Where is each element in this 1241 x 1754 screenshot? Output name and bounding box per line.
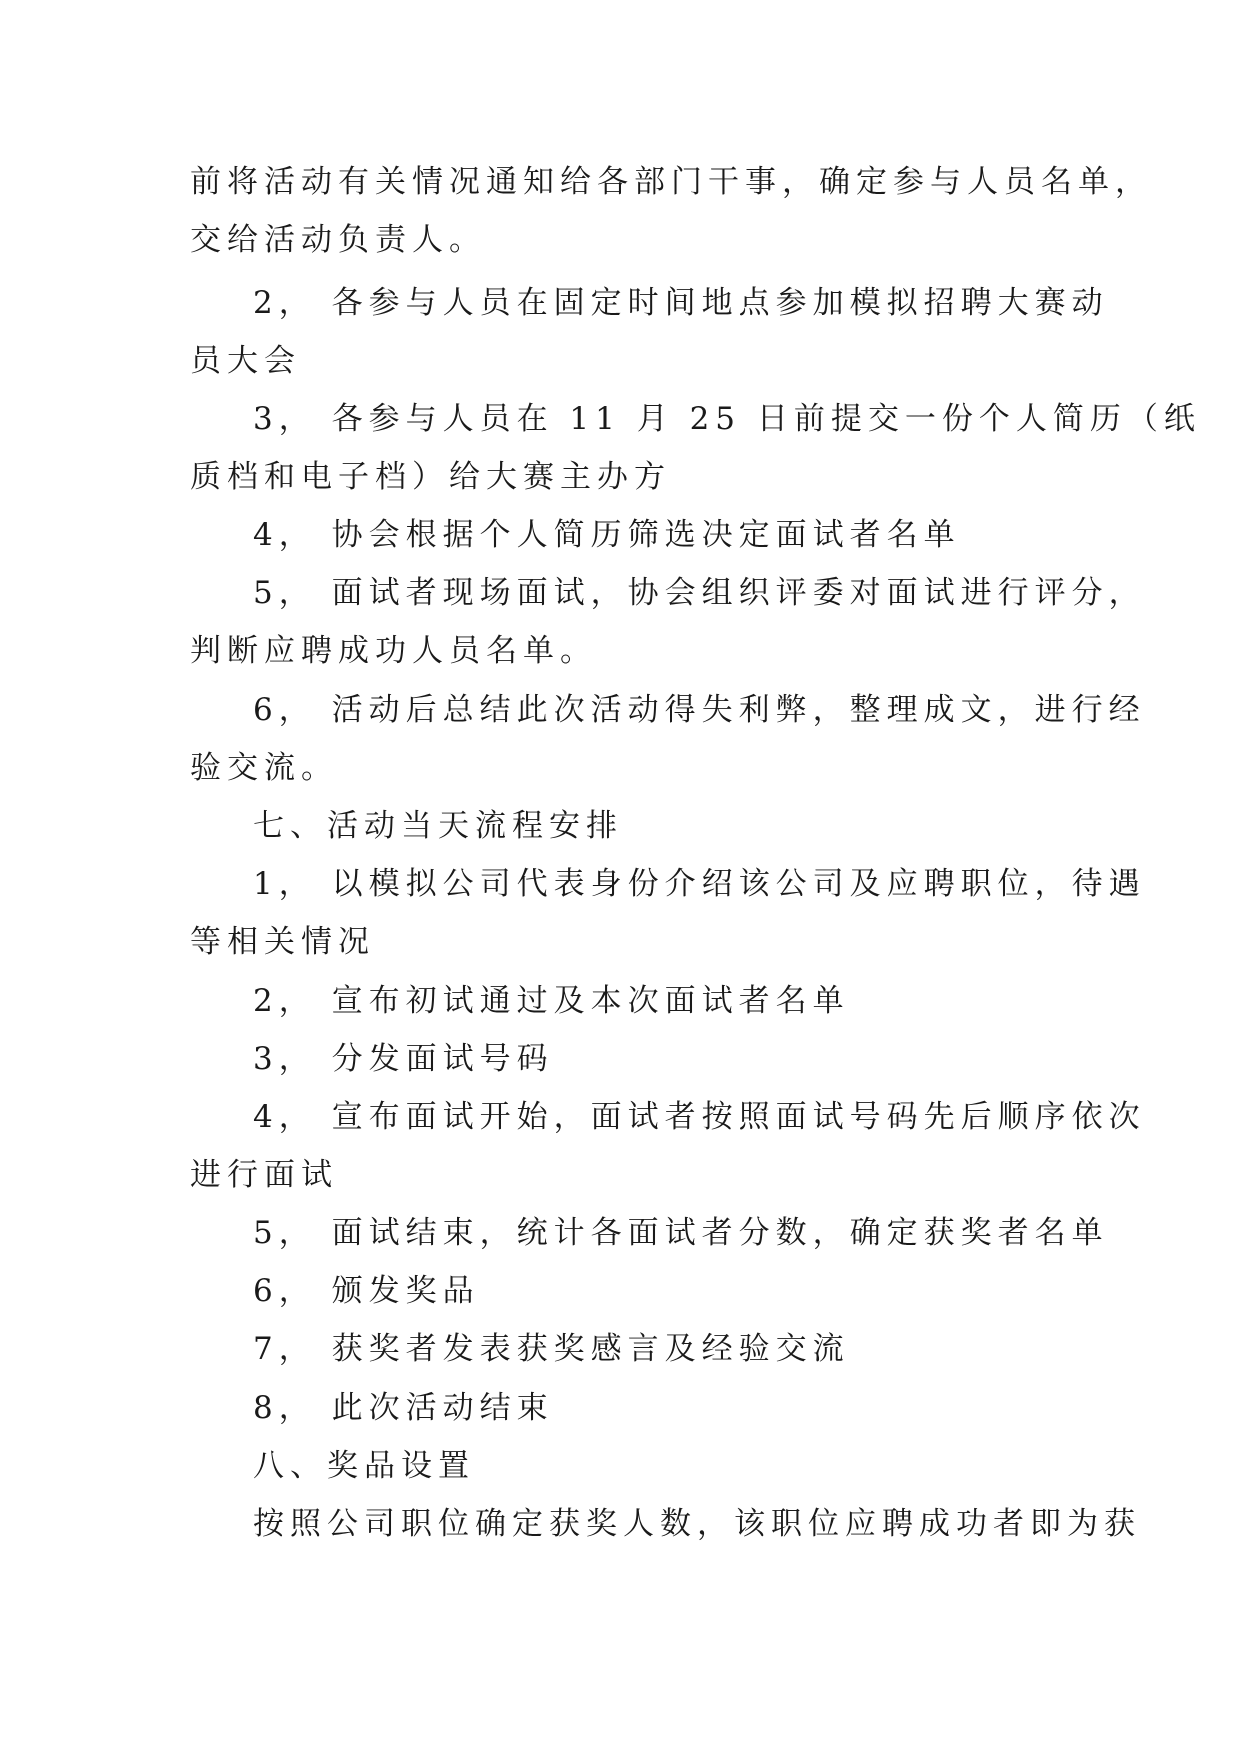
text-line: 6， 活动后总结此次活动得失利弊，整理成文，进行经 (253, 692, 1146, 728)
text-line: 8， 此次活动结束 (253, 1390, 554, 1426)
text-line: 进行面试 (190, 1157, 338, 1193)
text-line: 员大会 (190, 343, 301, 379)
text-line: 验交流。 (190, 750, 338, 786)
text-line: 3， 分发面试号码 (253, 1041, 554, 1077)
text-line: 4， 宣布面试开始，面试者按照面试号码先后顺序依次 (253, 1099, 1146, 1135)
text-line: 按照公司职位确定获奖人数，该职位应聘成功者即为获 (253, 1506, 1141, 1542)
text-line: 2， 各参与人员在固定时间地点参加模拟招聘大赛动 (253, 285, 1109, 321)
text-line: 4， 协会根据个人简历筛选决定面试者名单 (253, 517, 961, 553)
text-line: 5， 面试者现场面试，协会组织评委对面试进行评分， (253, 575, 1146, 611)
text-line: 判断应聘成功人员名单。 (190, 633, 597, 669)
text-line: 交给活动负责人。 (190, 222, 486, 258)
section-heading: 八、奖品设置 (253, 1448, 475, 1484)
text-line: 6， 颁发奖品 (253, 1273, 480, 1309)
text-line: 质档和电子档）给大赛主办方 (190, 459, 671, 495)
text-line: 5， 面试结束，统计各面试者分数，确定获奖者名单 (253, 1215, 1109, 1251)
text-line: 等相关情况 (190, 924, 375, 960)
text-line: 1， 以模拟公司代表身份介绍该公司及应聘职位，待遇 (253, 866, 1146, 902)
text-line: 3， 各参与人员在 11 月 25 日前提交一份个人简历（纸 (253, 401, 1201, 437)
text-line: 7， 获奖者发表获奖感言及经验交流 (253, 1331, 850, 1367)
text-line: 前将活动有关情况通知给各部门干事，确定参与人员名单， (190, 164, 1152, 200)
section-heading: 七、活动当天流程安排 (253, 808, 623, 844)
text-line: 2， 宣布初试通过及本次面试者名单 (253, 983, 850, 1019)
